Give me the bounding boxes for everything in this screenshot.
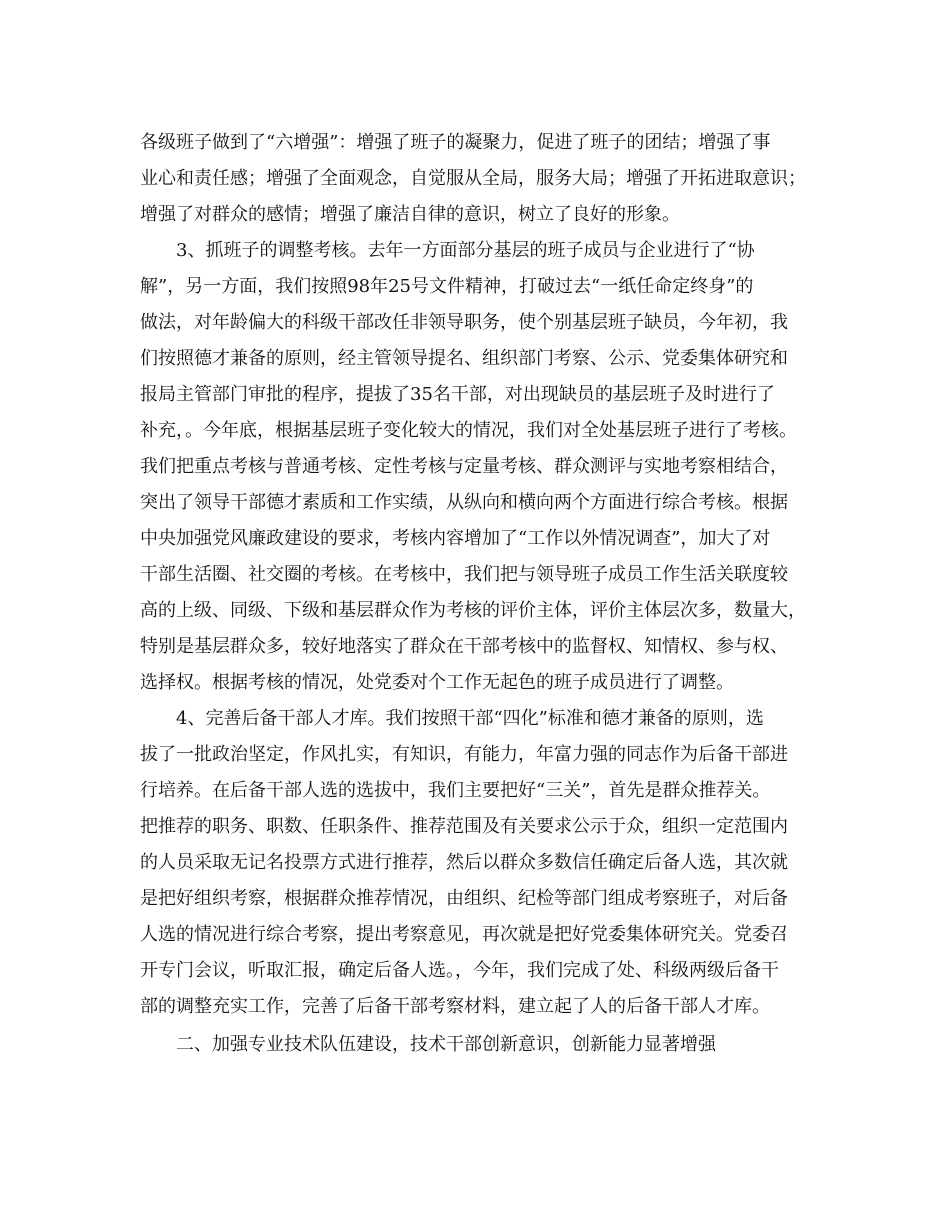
text-line: 特别是基层群众多，较好地落实了群众在干部考核中的监督权、知情权、参与权、 bbox=[140, 636, 788, 657]
text-line: 人选的情况进行综合考察，提出考察意见，再次就是把好党委集体研究关。党委召 bbox=[140, 924, 788, 945]
text-line: 行培养。在后备干部人选的选拔中，我们主要把好“三关”，首先是群众推荐关。 bbox=[140, 780, 771, 801]
paragraph-3-heading-line: 3、抓班子的调整考核。去年一方面部分基层的班子成员与企业进行了“协 bbox=[176, 240, 755, 261]
text-line: 选择权。根据考核的情况，处党委对个工作无起色的班子成员进行了调整。 bbox=[140, 672, 734, 693]
text-line: 拔了一批政治坚定，作风扎实，有知识，有能力，年富力强的同志作为后备干部进 bbox=[140, 744, 788, 765]
text-line: 报局主管部门审批的程序，提拔了35名干部，对出现缺员的基层班子及时进行了 bbox=[140, 384, 775, 405]
text-line: 各级班子做到了“六增强”：增强了班子的凝聚力，促进了班子的团结；增强了事 bbox=[140, 132, 771, 153]
text-line: 业心和责任感；增强了全面观念，自觉服从全局，服务大局；增强了开拓进取意识； bbox=[140, 168, 806, 189]
text-line: 解”，另一方面，我们按照98年25号文件精神，打破过去“一纸任命定终身”的 bbox=[140, 276, 754, 297]
text-line: 补充，。今年底，根据基层班子变化较大的情况，我们对全处基层班子进行了考核。 bbox=[140, 420, 797, 441]
text-line: 突出了领导干部德才素质和工作实绩，从纵向和横向两个方面进行综合考核。根据 bbox=[140, 492, 788, 513]
text-line: 我们把重点考核与普通考核、定性考核与定量考核、群众测评与实地考察相结合， bbox=[140, 456, 788, 477]
text-line: 的人员采取无记名投票方式进行推荐，然后以群众多数信任确定后备人选，其次就 bbox=[140, 852, 788, 873]
text-line: 们按照德才兼备的原则，经主管领导提名、组织部门考察、公示、党委集体研究和 bbox=[140, 348, 788, 369]
text-line: 是把好组织考察，根据群众推荐情况，由组织、纪检等部门组成考察班子，对后备 bbox=[140, 888, 788, 909]
section-2-heading: 二、加强专业技术队伍建设，技术干部创新意识，创新能力显著增强 bbox=[176, 1034, 716, 1055]
text-line: 高的上级、同级、下级和基层群众作为考核的评价主体，评价主体层次多，数量大， bbox=[140, 600, 806, 621]
text-line: 做法，对年龄偏大的科级干部改任非领导职务，使个别基层班子缺员，今年初，我 bbox=[140, 312, 788, 333]
text-line: 干部生活圈、社交圈的考核。在考核中，我们把与领导班子成员工作生活关联度较 bbox=[140, 564, 788, 585]
text-line: 开专门会议，听取汇报，确定后备人选。，今年，我们完成了处、科级两级后备干 bbox=[140, 960, 779, 981]
text-line: 把推荐的职务、职数、任职条件、推荐范围及有关要求公示于众，组织一定范围内 bbox=[140, 816, 788, 837]
text-line: 中央加强党风廉政建设的要求，考核内容增加了“工作以外情况调查”，加大了对 bbox=[140, 528, 771, 549]
document-body bbox=[140, 125, 830, 1063]
paragraph-4-heading-line: 4、完善后备干部人才库。我们按照干部“四化”标准和德才兼备的原则，选 bbox=[176, 708, 764, 729]
text-line: 部的调整充实工作，完善了后备干部考察材料，建立起了人的后备干部人才库。 bbox=[140, 996, 770, 1017]
text-line: 增强了对群众的感情；增强了廉洁自律的意识，树立了良好的形象。 bbox=[140, 204, 680, 225]
